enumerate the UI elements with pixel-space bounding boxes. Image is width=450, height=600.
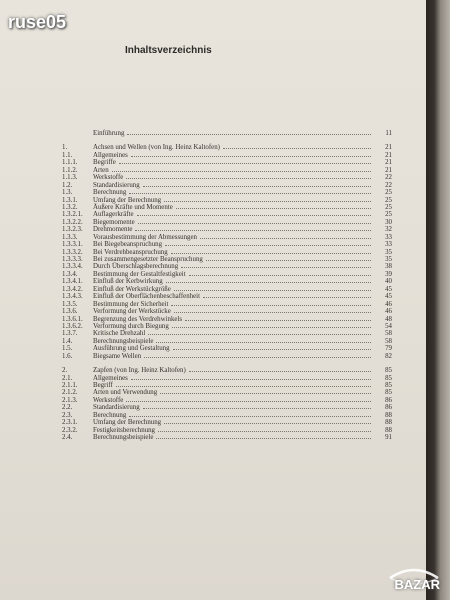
toc-entry-number: 1.3.3.3. <box>62 256 83 263</box>
toc-entry <box>62 382 392 389</box>
toc-entry-page: 48 <box>385 315 392 323</box>
toc-entry <box>62 144 392 151</box>
toc-entry-number: 1.3. <box>62 189 73 197</box>
toc-leader-dots <box>166 281 371 283</box>
toc-entry-number: 1.1.3. <box>62 174 78 182</box>
toc-entry <box>62 189 392 196</box>
page-title: Inhaltsverzeichnis <box>125 45 212 56</box>
toc-entry <box>62 427 392 434</box>
toc-leader-dots <box>129 415 371 417</box>
toc-entry <box>62 219 392 226</box>
toc-entry-number: 1.3.2.3. <box>62 226 83 234</box>
toc-leader-dots <box>176 207 371 209</box>
toc-entry-page: 45 <box>385 293 392 301</box>
toc-entry <box>62 345 392 352</box>
toc-entry <box>62 234 392 241</box>
toc-leader-dots <box>116 385 371 387</box>
toc-entry-number: 1.3.3.2. <box>62 248 83 256</box>
toc-entry-number: 1.3.1. <box>62 196 78 204</box>
toc-entry-title: Arten und Verwendung <box>93 389 158 397</box>
toc-entry <box>62 204 392 211</box>
toc-entry <box>62 308 392 315</box>
toc-leader-dots <box>171 252 371 254</box>
toc-entry-number: 1.6. <box>62 352 73 360</box>
toc-entry-title: Vorausbestimmung der Abmessungen <box>93 233 197 241</box>
toc-entry-page: 25 <box>385 189 392 197</box>
toc-entry-page: 86 <box>385 404 392 412</box>
toc-entry-title: Drehmomente <box>93 226 133 234</box>
toc-entry-title: Umfang der Berechnung <box>93 196 162 204</box>
toc-entry-number: 1.1.1. <box>62 159 78 167</box>
toc-leader-dots <box>174 289 371 291</box>
toc-entry-page: 33 <box>385 233 392 241</box>
toc-entry-title: Bei Biegebeanspruchung <box>93 241 163 249</box>
toc-entry <box>62 167 392 174</box>
toc-leader-dots <box>156 341 371 343</box>
toc-entry-title: Berechnungsbeispiele <box>93 434 154 442</box>
toc-entry-title: Bestimmung der Sicherheit <box>93 300 169 308</box>
toc-entry-page: 88 <box>385 426 392 434</box>
toc-entry-title: Berechnung <box>93 411 127 419</box>
toc-entry-number: 1.3.6. <box>62 308 78 316</box>
toc-entry-number: 1.3.4.1. <box>62 278 83 286</box>
toc-entry-page: 38 <box>385 263 392 271</box>
toc-entry-number: 1.3.6.1. <box>62 315 83 323</box>
toc-entry <box>62 174 392 181</box>
toc-entry-page: 21 <box>385 159 392 167</box>
toc-leader-dots <box>165 244 371 246</box>
toc-entry-title: Bei zusammengesetzter Beanspruchung <box>93 256 203 263</box>
toc-entry-number: 2.3.2. <box>62 426 78 434</box>
toc-entry-page: 91 <box>385 434 392 442</box>
toc-entry <box>62 375 392 382</box>
toc-entry-title: Einführung <box>93 130 125 137</box>
toc-entry <box>62 286 392 293</box>
toc-entry <box>62 434 392 441</box>
toc-leader-dots <box>164 422 371 424</box>
toc-entry-number: 1.1.2. <box>62 166 78 174</box>
toc-entry-page: 30 <box>385 218 392 226</box>
toc-entry <box>62 404 392 411</box>
toc-entry-number: 1.5. <box>62 345 73 353</box>
toc-entry-title: Durch Überschlagsberechnung <box>93 263 179 271</box>
toc-leader-dots <box>143 185 371 187</box>
toc-leader-dots <box>206 259 371 261</box>
toc-leader-dots <box>164 200 371 202</box>
toc-entry <box>62 353 392 360</box>
toc-entry-number: 1.3.3.1. <box>62 241 83 249</box>
toc-entry <box>62 389 392 396</box>
toc-leader-dots <box>189 274 371 276</box>
toc-entry-page: 85 <box>385 389 392 397</box>
toc-entry-number: 2.1.1. <box>62 382 78 389</box>
toc-entry-title: Begriffe <box>93 159 116 167</box>
toc-entry-page: 45 <box>385 285 392 293</box>
toc-entry <box>62 323 392 330</box>
toc-entry-title: Einfluß der Oberflächenbeschaffenheit <box>93 293 201 301</box>
toc-entry <box>62 226 392 233</box>
toc-entry-page: 88 <box>385 419 392 427</box>
toc-entry-title: Standardisierung <box>93 181 140 189</box>
toc-leader-dots <box>189 370 371 372</box>
toc-leader-dots <box>148 333 371 335</box>
toc-entry-page: 86 <box>385 396 392 404</box>
table-of-contents <box>62 130 392 442</box>
toc-entry-page: 85 <box>385 382 392 389</box>
toc-entry-page: 58 <box>385 330 392 338</box>
toc-entry-page: 79 <box>385 345 392 353</box>
toc-entry-page: 25 <box>385 211 392 219</box>
toc-entry-page: 21 <box>385 144 392 152</box>
toc-leader-dots <box>143 407 371 409</box>
toc-entry-number: 1.3.4.2. <box>62 285 83 293</box>
toc-leader-dots <box>181 266 371 268</box>
toc-entry-title: Verformung durch Biegung <box>93 322 169 330</box>
toc-entry <box>62 419 392 426</box>
toc-entry-title: Begriff <box>93 382 113 389</box>
toc-entry-title: Berechnung <box>93 189 127 197</box>
toc-entry-number: 1.2. <box>62 181 73 189</box>
toc-entry-number: 1.3.4. <box>62 270 78 278</box>
toc-entry-number: 2.1. <box>62 374 73 382</box>
toc-leader-dots <box>131 155 371 157</box>
toc-entry-title: Zapfen (von Ing. Heinz Kaltofen) <box>93 367 186 375</box>
toc-leader-dots <box>137 214 371 216</box>
toc-entry-title: Äußere Kräfte und Momente <box>93 203 173 211</box>
toc-entry-page: 85 <box>385 367 392 375</box>
toc-leader-dots <box>223 147 371 149</box>
toc-entry-number: 1.3.2.2. <box>62 218 83 226</box>
toc-leader-dots <box>112 170 371 172</box>
toc-entry-page: 40 <box>385 278 392 286</box>
bazar-logo-text: BAZAR <box>394 577 440 592</box>
toc-entry-number: 1.3.2.1. <box>62 211 83 219</box>
toc-entry-number: 2.2. <box>62 404 73 412</box>
toc-leader-dots <box>171 304 371 306</box>
book-spine-edge <box>426 0 450 600</box>
toc-entry-title: Allgemeines <box>93 151 128 159</box>
toc-leader-dots <box>172 326 371 328</box>
watermark-text: ruse05 <box>8 12 67 32</box>
toc-leader-dots <box>173 348 371 350</box>
toc-entry-title: Einfluß der Kerbwirkung <box>93 278 163 286</box>
toc-entry-page: 46 <box>385 308 392 316</box>
toc-entry <box>62 197 392 204</box>
toc-entry-title: Festigkeitsberechnung <box>93 426 156 434</box>
toc-entry-title: Einfluß der Werkstückgröße <box>93 285 171 293</box>
toc-entry <box>62 316 392 323</box>
toc-entry <box>62 130 392 137</box>
toc-entry-page: 22 <box>385 174 392 182</box>
toc-entry-page: 35 <box>385 248 392 256</box>
toc-entry-number: 1.3.2. <box>62 203 78 211</box>
toc-entry-title: Werkstoffe <box>93 396 124 404</box>
toc-entry <box>62 152 392 159</box>
toc-entry <box>62 263 392 270</box>
toc-leader-dots <box>129 192 371 194</box>
toc-entry-title: Biegemomente <box>93 218 135 226</box>
toc-entry <box>62 338 392 345</box>
toc-entry-number: 2.1.3. <box>62 396 78 404</box>
toc-entry-page: 54 <box>385 322 392 330</box>
toc-entry-page: 22 <box>385 181 392 189</box>
toc-entry-page: 32 <box>385 226 392 234</box>
toc-entry <box>62 256 392 263</box>
toc-entry-number: 2.1.2. <box>62 389 78 397</box>
toc-entry-page: 46 <box>385 300 392 308</box>
toc-entry <box>62 293 392 300</box>
toc-entry-title: Umfang der Berechnung <box>93 419 162 427</box>
toc-entry-title: Verformung der Werkstücke <box>93 308 171 316</box>
toc-entry-number: 2. <box>62 367 68 375</box>
toc-entry <box>62 249 392 256</box>
toc-entry-number: 1.3.5. <box>62 300 78 308</box>
toc-entry-title: Kritische Drehzahl <box>93 330 146 338</box>
toc-entry <box>62 367 392 374</box>
toc-entry <box>62 182 392 189</box>
toc-entry-page: 21 <box>385 166 392 174</box>
toc-entry-number: 1.4. <box>62 337 73 345</box>
toc-entry <box>62 301 392 308</box>
toc-entry-number: 1.3.3. <box>62 233 78 241</box>
toc-leader-dots <box>138 222 371 224</box>
toc-entry-title: Bei Verdrehbeanspruchung <box>93 248 168 256</box>
toc-leader-dots <box>200 237 371 239</box>
toc-entry-page: 33 <box>385 241 392 249</box>
toc-entry <box>62 397 392 404</box>
toc-entry-title: Biegsame Wellen <box>93 352 142 360</box>
toc-entry-title: Standardisierung <box>93 404 140 412</box>
toc-entry-title: Begrenzung des Verdrehwinkels <box>93 315 183 323</box>
toc-entry-title: Bestimmung der Gestaltfestigkeit <box>93 270 186 278</box>
toc-entry <box>62 278 392 285</box>
toc-entry-page: 58 <box>385 337 392 345</box>
toc-leader-dots <box>126 177 371 179</box>
toc-entry-number: 1. <box>62 144 68 152</box>
toc-leader-dots <box>144 356 371 358</box>
toc-entry-title: Ausführung und Gestaltung <box>93 345 170 353</box>
toc-entry-title: Allgemeines <box>93 374 128 382</box>
toc-entry-page: 82 <box>385 352 392 360</box>
toc-entry-number: 2.3. <box>62 411 73 419</box>
toc-leader-dots <box>203 296 371 298</box>
toc-entry-page: 25 <box>385 203 392 211</box>
toc-leader-dots <box>126 400 371 402</box>
toc-leader-dots <box>135 229 371 231</box>
toc-entry-page: 25 <box>385 196 392 204</box>
toc-entry <box>62 330 392 337</box>
toc-entry-title: Werkstoffe <box>93 174 124 182</box>
toc-leader-dots <box>156 437 371 439</box>
toc-leader-dots <box>127 133 371 135</box>
toc-entry-page: 88 <box>385 411 392 419</box>
toc-entry-number: 1.3.7. <box>62 330 78 338</box>
toc-entry <box>62 241 392 248</box>
toc-entry-number: 1.3.3.4. <box>62 263 83 271</box>
toc-entry-number: 2.4. <box>62 434 73 442</box>
toc-entry-page: 11 <box>385 130 392 137</box>
toc-entry <box>62 412 392 419</box>
toc-entry-number: 1.1. <box>62 151 73 159</box>
toc-leader-dots <box>185 319 371 321</box>
toc-entry-title: Achsen und Wellen (von Ing. Heinz Kaltofen) <box>93 144 220 152</box>
toc-entry-page: 35 <box>385 256 392 263</box>
toc-entry <box>62 211 392 218</box>
toc-leader-dots <box>119 162 371 164</box>
toc-entry-number: 1.3.6.2. <box>62 322 83 330</box>
toc-entry-number: 1.3.4.3. <box>62 293 83 301</box>
toc-leader-dots <box>174 311 371 313</box>
toc-entry-page: 21 <box>385 151 392 159</box>
toc-entry-page: 85 <box>385 374 392 382</box>
toc-entry <box>62 271 392 278</box>
toc-entry-page: 39 <box>385 270 392 278</box>
toc-leader-dots <box>160 392 371 394</box>
toc-entry-title: Arten <box>93 166 109 174</box>
toc-leader-dots <box>158 430 371 432</box>
toc-entry <box>62 159 392 166</box>
toc-leader-dots <box>131 378 371 380</box>
toc-entry-number: 2.3.1. <box>62 419 78 427</box>
toc-entry-title: Auflagerkräfte <box>93 211 134 219</box>
toc-entry-title: Berechnungsbeispiele <box>93 337 154 345</box>
